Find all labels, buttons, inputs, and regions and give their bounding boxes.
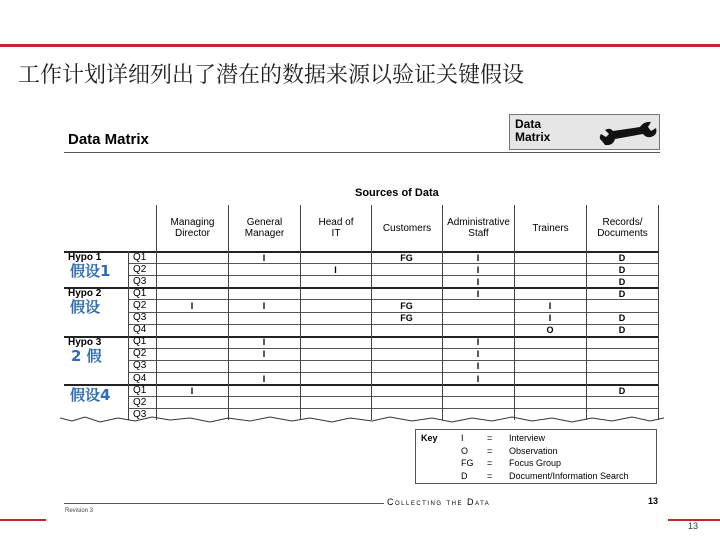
key-eq: = bbox=[487, 433, 493, 443]
key-code: I bbox=[461, 433, 464, 443]
matrix-cell: D bbox=[618, 385, 626, 396]
matrix-cell: I bbox=[262, 300, 266, 311]
matrix-cell: I bbox=[190, 385, 194, 396]
matrix-cell: D bbox=[618, 288, 626, 299]
matrix-cell: FG bbox=[400, 313, 413, 323]
badge-label: Data Matrix bbox=[515, 117, 551, 144]
matrix-cell: I bbox=[262, 252, 266, 263]
key-entry bbox=[461, 446, 558, 456]
matrix-cell: I bbox=[548, 300, 552, 311]
grid-line bbox=[128, 348, 658, 349]
column-header: Customers bbox=[371, 205, 442, 251]
column-header: Administrative Staff bbox=[442, 205, 514, 251]
matrix-cell: I bbox=[476, 349, 480, 360]
matrix-cell: D bbox=[618, 252, 626, 263]
column-header: Trainers bbox=[514, 205, 586, 251]
grid-line bbox=[371, 251, 372, 420]
heading-divider bbox=[64, 152, 660, 153]
top-accent-rule bbox=[0, 44, 720, 47]
question-label: Q3 bbox=[133, 408, 147, 420]
question-label: Q3 bbox=[133, 360, 147, 372]
grid-line bbox=[658, 251, 659, 420]
matrix-cell: I bbox=[476, 361, 480, 372]
matrix-cell: I bbox=[190, 300, 194, 311]
matrix-cell: I bbox=[476, 276, 480, 287]
question-label: Q1 bbox=[133, 336, 147, 348]
question-label: Q1 bbox=[133, 287, 147, 299]
grid-line bbox=[128, 263, 658, 264]
slide-title: 工作计划详细列出了潜在的数据来源以验证关键假设 bbox=[18, 63, 525, 88]
matrix-cell: I bbox=[262, 349, 266, 360]
key-meaning: Document/Information Search bbox=[509, 470, 629, 481]
question-label: Q4 bbox=[133, 324, 147, 336]
key-entry bbox=[461, 433, 545, 443]
grid-line bbox=[156, 251, 157, 420]
torn-paper-edge bbox=[60, 415, 664, 425]
bottom-accent-rule-left bbox=[0, 519, 46, 521]
footer-rule bbox=[64, 503, 384, 504]
key-legend bbox=[415, 429, 657, 484]
key-title: Key bbox=[421, 433, 438, 443]
question-label: Q3 bbox=[133, 275, 147, 287]
matrix-cell: I bbox=[476, 252, 480, 263]
grid-line bbox=[514, 251, 515, 420]
grid-line bbox=[586, 251, 587, 420]
column-header: General Manager bbox=[228, 205, 300, 251]
key-eq: = bbox=[487, 458, 493, 468]
matrix-cell: I bbox=[476, 288, 480, 299]
matrix-cell: D bbox=[618, 325, 626, 336]
question-label: Q2 bbox=[133, 299, 147, 311]
key-eq: = bbox=[487, 470, 493, 481]
question-label: Q2 bbox=[133, 348, 147, 360]
key-code: O bbox=[461, 445, 469, 456]
grid-line bbox=[128, 372, 658, 373]
grid-line bbox=[300, 251, 301, 420]
grid-line bbox=[128, 251, 129, 420]
question-label: Q2 bbox=[133, 396, 147, 408]
matrix-cell: FG bbox=[400, 252, 413, 263]
chinese-hypothesis-annotation: 假设4 bbox=[70, 386, 111, 405]
matrix-cell: D bbox=[618, 313, 626, 323]
document-page-number: 13 bbox=[648, 496, 659, 506]
matrix-cell: I bbox=[476, 337, 480, 348]
question-label: Q4 bbox=[133, 372, 147, 384]
matrix-cell: I bbox=[476, 264, 480, 275]
matrix-cell: FG bbox=[400, 300, 413, 311]
column-header: Head of IT bbox=[300, 205, 371, 251]
key-code: FG bbox=[461, 458, 474, 468]
matrix-cell: I bbox=[262, 373, 266, 384]
grid-line bbox=[442, 251, 443, 420]
key-meaning: Focus Group bbox=[509, 458, 562, 468]
document-heading: Data Matrix bbox=[68, 131, 149, 148]
grid-line bbox=[128, 408, 658, 409]
key-meaning: Interview bbox=[509, 433, 546, 443]
key-entry bbox=[461, 471, 629, 481]
chinese-hypothesis-annotation: 假设1 bbox=[70, 262, 111, 280]
matrix-cell: D bbox=[618, 276, 626, 287]
key-meaning: Observation bbox=[509, 445, 558, 456]
question-label: Q3 bbox=[133, 312, 147, 323]
chinese-hypothesis-annotation: 假设 bbox=[70, 298, 101, 317]
hypothesis-label: Hypo 1 bbox=[68, 252, 102, 263]
sources-of-data-title: Sources of Data bbox=[355, 187, 439, 199]
matrix-cell: O bbox=[546, 325, 554, 336]
matrix-cell: I bbox=[548, 313, 552, 323]
revision-label: Revision 3 bbox=[65, 508, 94, 514]
matrix-cell: I bbox=[476, 373, 480, 384]
grid-line bbox=[228, 251, 229, 420]
matrix-cell: D bbox=[618, 264, 626, 275]
key-eq: = bbox=[487, 445, 493, 456]
grid-line bbox=[128, 396, 658, 397]
column-header: Managing Director bbox=[156, 205, 228, 251]
wrench-icon bbox=[596, 119, 658, 147]
hypothesis-label: Hypo 3 bbox=[68, 336, 102, 348]
key-entry bbox=[461, 458, 561, 468]
grid-line bbox=[658, 205, 659, 251]
question-label: Q1 bbox=[133, 251, 147, 263]
question-label: Q1 bbox=[133, 384, 147, 396]
grid-line bbox=[128, 275, 658, 276]
data-matrix-badge bbox=[509, 114, 660, 150]
matrix-cell: I bbox=[262, 337, 266, 348]
hypothesis-label: Hypo 2 bbox=[68, 288, 102, 300]
document-footer-title: Collecting the Data bbox=[387, 497, 491, 507]
question-label: Q2 bbox=[133, 263, 147, 275]
matrix-cell: I bbox=[334, 264, 337, 275]
chinese-hypothesis-annotation: 2 假 bbox=[71, 346, 102, 365]
column-header: Records/ Documents bbox=[586, 205, 658, 251]
key-code: D bbox=[461, 470, 468, 481]
grid-line bbox=[128, 360, 658, 361]
slide-page-number: 13 bbox=[688, 521, 699, 531]
